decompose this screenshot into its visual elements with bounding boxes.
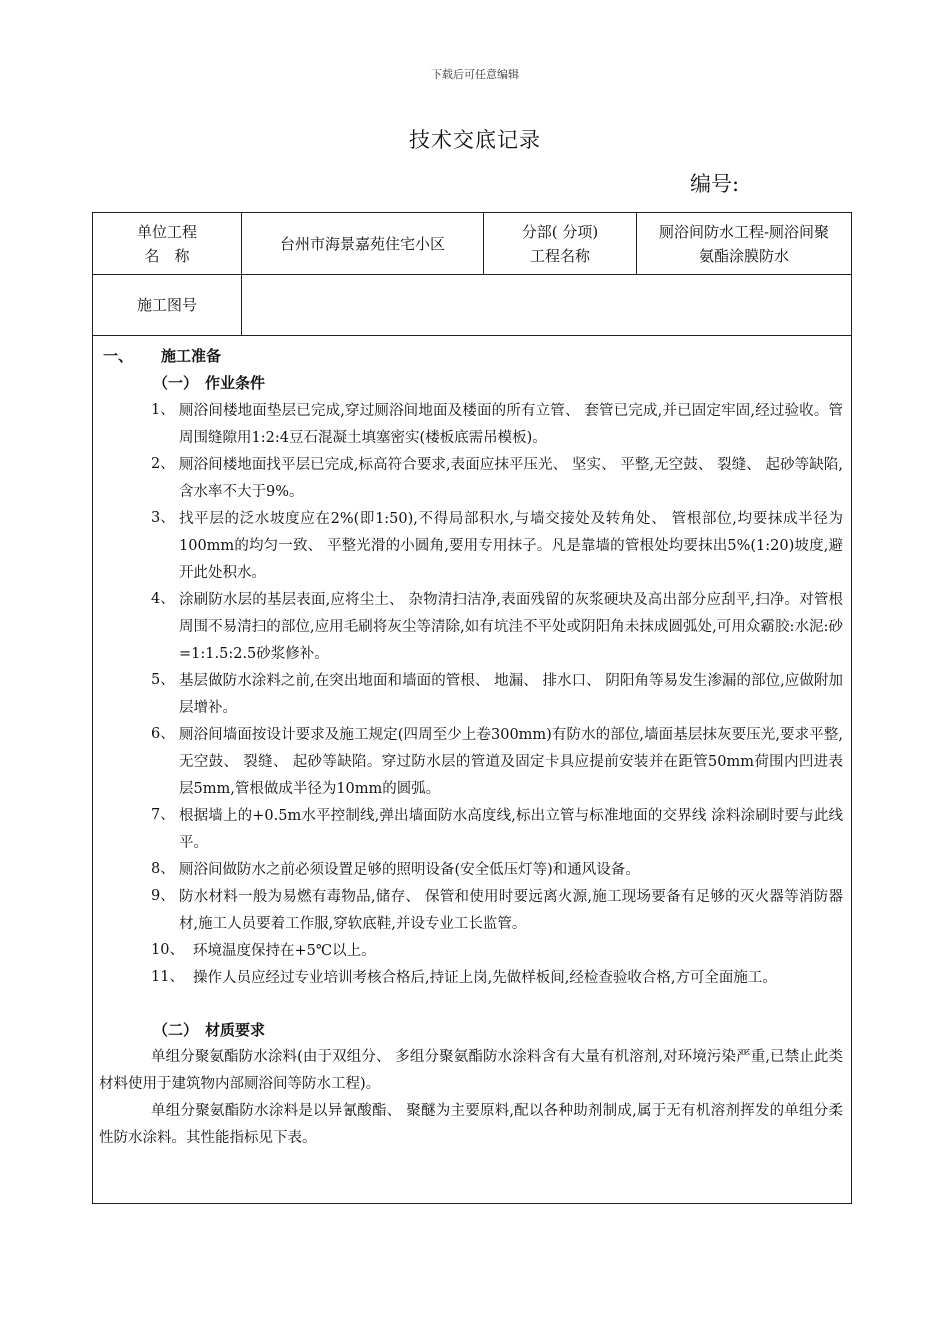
list-item-number: 3、 — [151, 510, 175, 526]
list-item-number: 2、 — [151, 456, 175, 472]
list-item-number: 7、 — [151, 807, 175, 823]
material-paragraph: 单组分聚氨酯防水涂料(由于双组分、 多组分聚氨酯防水涂料含有大量有机溶剂,对环境污染严重,已禁止此类材料使用于建筑物内部厕浴间等防水工程)。 — [99, 1049, 843, 1092]
section-heading — [103, 345, 221, 366]
subsection-number: （二） — [153, 1021, 199, 1039]
unit-project-label: 单位工程 — [136, 222, 197, 241]
sub-project-label: 分部( 分项) — [521, 222, 599, 241]
record-number-label: 编号: — [690, 172, 740, 196]
list-item-text: 厕浴间做防水之前必须设置足够的照明设备(安全低压灯等)和通风设备。 — [179, 862, 640, 878]
list-item-text: 找平层的泛水坡度应在2%(即1:50),不得局部积水,与墙交接处及转角处、 管根部位,均要抹成半径为100mm的均匀一致、 平整光滑的小圆角,要用专用抹子。凡是靠墙的管根处均要抹出5%(1:20)坡度,避开此处积水。 — [179, 511, 843, 581]
list-item-text: 涂刷防水层的基层表面,应将尘土、 杂物清扫洁净,表面残留的灰浆硬块及高出部分应刮平,扫净。对管根周围不易清扫的部位,应用毛刷将灰尘等清除,如有坑洼不平处或阴阳角未抹成圆弧处,可用众霸胶:水泥:砂=1:1.5:2.5砂浆修补。 — [179, 592, 843, 662]
list-item-number: 9、 — [151, 888, 175, 904]
unit-project-name-label: 名 称 — [144, 246, 190, 265]
list-item-text: 环境温度保持在+5℃以上。 — [193, 943, 376, 959]
unit-project-value-cell — [242, 213, 483, 274]
material-paragraph: 单组分聚氨酯防水涂料是以异氰酸酯、 聚醚为主要原料,配以各种助剂制成,属于无有机溶剂挥发的单组分柔性防水涂料。其性能指标见下表。 — [99, 1103, 843, 1146]
list-item-number: 1、 — [151, 402, 175, 418]
document-title: 技术交底记录 — [409, 128, 541, 152]
list-item-number: 8、 — [151, 861, 175, 877]
sub-project-name-label: 工程名称 — [529, 246, 590, 265]
sub-project-value-line1: 厕浴间防水工程-厕浴间聚 — [658, 222, 830, 241]
subsection-heading — [153, 1019, 265, 1040]
list-item-text: 操作人员应经过专业培训考核合格后,持证上岗,先做样板间,经检查验收合格,方可全面施工。 — [193, 970, 777, 986]
record-table — [92, 212, 852, 1204]
sub-project-value-line2: 氨酯涂膜防水 — [698, 246, 789, 265]
top-note: 下载后可任意编辑 — [431, 68, 519, 81]
list-item-number: 10、 — [151, 942, 184, 958]
list-item-text: 防水材料一般为易燃有毒物品,储存、 保管和使用时要远离火源,施工现场要备有足够的灭火器等消防器材,施工人员要着工作服,穿软底鞋,并设专业工长监管。 — [179, 889, 843, 932]
list-item-number: 6、 — [151, 726, 175, 742]
drawing-number-label: 施工图号 — [136, 296, 197, 314]
sub-project-value-cell — [637, 213, 851, 274]
subsection-title: 作业条件 — [205, 374, 266, 392]
section-title: 施工准备 — [161, 347, 222, 365]
list-item-text: 厕浴间楼地面找平层已完成,标高符合要求,表面应抹平压光、 坚实、 平整,无空鼓、 裂缝、 起砂等缺陷,含水率不大于9%。 — [179, 457, 843, 500]
list-item-text: 厕浴间墙面按设计要求及施工规定(四周至少上卷300mm)有防水的部位,墙面基层抹灰要压光,要求平整,无空鼓、 裂缝、 起砂等缺陷。穿过防水层的管道及固定卡具应提前安装并在距管50mm荷围内凹进表层5mm,管根做成半径为10mm的圆弧。 — [179, 727, 843, 797]
sub-project-label-cell — [484, 213, 636, 274]
section-number: 一、 — [103, 347, 134, 365]
subsection-number: （一） — [153, 374, 199, 392]
subsection-title: 材质要求 — [205, 1021, 266, 1039]
drawing-number-value-cell — [242, 275, 851, 335]
unit-project-label-cell — [93, 213, 241, 274]
list-item-text: 根据墙上的+0.5m水平控制线,弹出墙面防水高度线,标出立管与标准地面的交界线 涂料涂刷时要与此线平。 — [179, 808, 843, 851]
unit-project-value: 台州市海景嘉苑住宅小区 — [279, 234, 445, 253]
subsection-heading — [153, 372, 265, 393]
list-item-number: 4、 — [151, 591, 175, 607]
table-row-divider — [93, 335, 851, 336]
list-item-number: 5、 — [151, 672, 175, 688]
list-item-text: 厕浴间楼地面垫层已完成,穿过厕浴间地面及楼面的所有立管、 套管已完成,并已固定牢固,经过验收。管周围缝隙用1:2:4豆石混凝土填塞密实(楼板底需吊模板)。 — [179, 403, 843, 446]
list-item-number: 11、 — [151, 969, 184, 985]
list-item-text: 基层做防水涂料之前,在突出地面和墙面的管根、 地漏、 排水口、 阴阳角等易发生渗漏的部位,应做附加层增补。 — [179, 673, 843, 716]
drawing-number-label-cell — [93, 275, 241, 335]
